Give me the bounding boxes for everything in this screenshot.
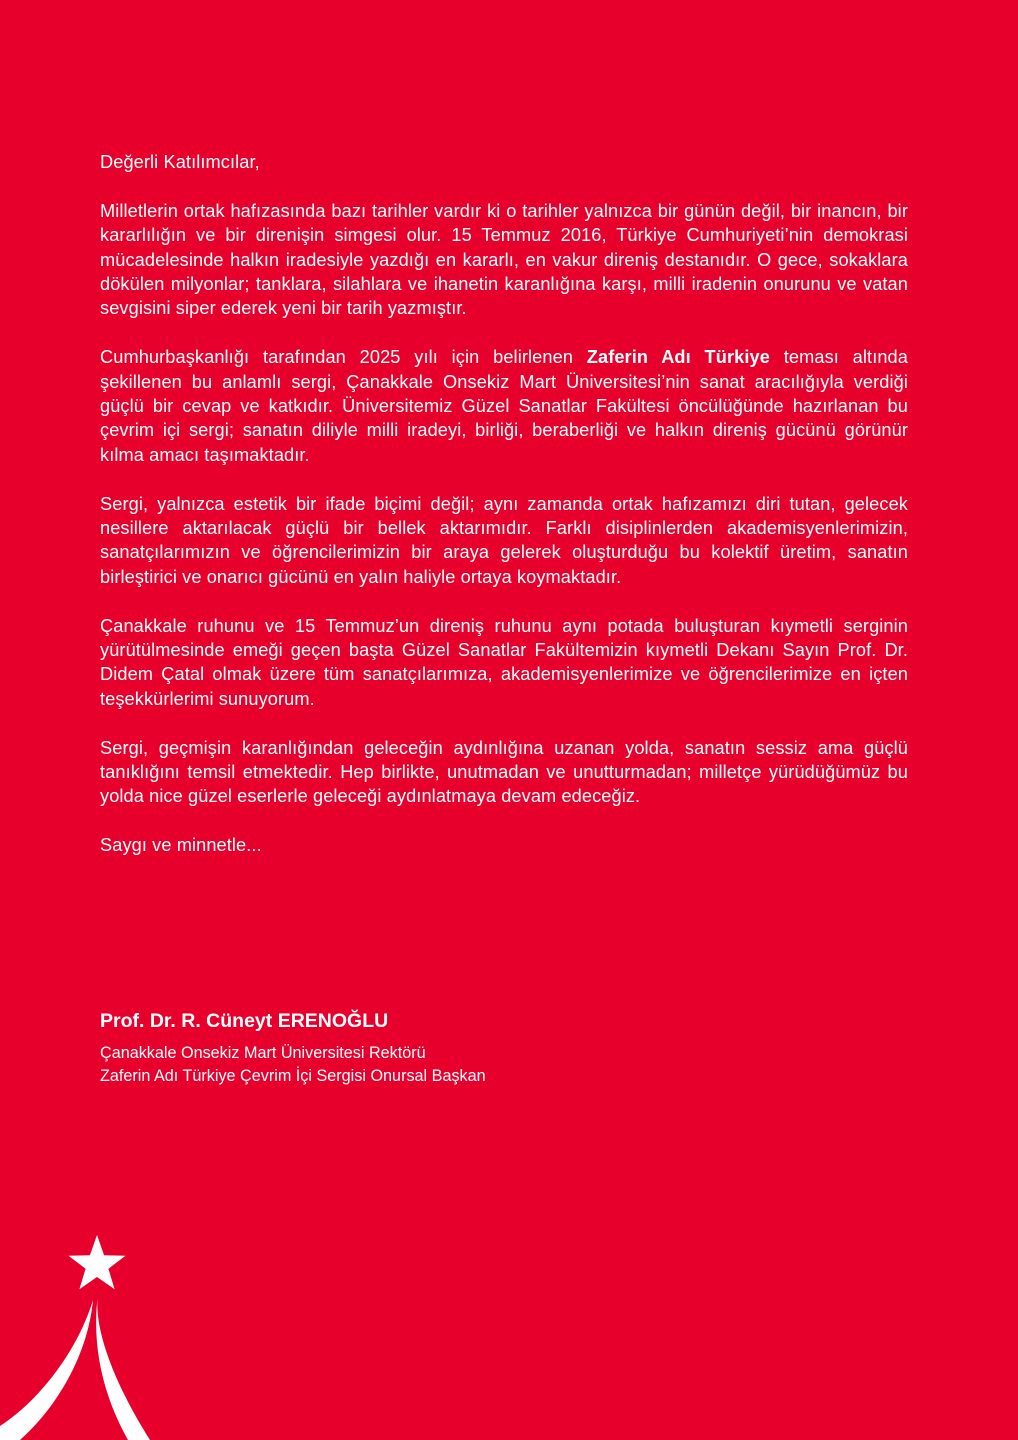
paragraph-2-intro: Cumhurbaşkanlığı tarafından 2025 yılı için belirlenen [100,347,587,368]
crescent-left-shape [0,1300,93,1440]
letter-body [100,150,908,858]
paragraph-1: Milletlerin ortak hafızasında bazı tarihler vardır ki o tarihler yalnızca bir günün değil, bir inancın, bir kararlılığın ve bir direnişin simgesi olur. 15 Temmuz 2016, Türkiye Cumhuriyeti’nin demokrasi mücadelesinde halkın iradesiyle yazdığı en kararlı, en vakur direniş destanıdır. O gece, sokaklara dökülen milyonlar; tanklara, silahlara ve ihanetin karanlığına karşı, milli iradenin onurunu ve vatan sevgisini siper ederek yeni bir tarih yazmıştır. [100,200,908,319]
paragraph-4: Çanakkale ruhunu ve 15 Temmuz’un direniş ruhunu aynı potada buluşturan kıymetli serginin yürütülmesinde emeği geçen başta Güzel Sanatlar Fakültemizin kıymetli Dekanı Sayın Prof. Dr. Didem Çatal olmak üzere tüm sanatçılarımıza, akademisyenlerimize ve öğrencilerimize en içten teşekkürlerimi sunuyorum. [100,615,908,709]
greeting: Değerli Katılımcılar, [100,152,260,172]
signature-block [100,1008,800,1088]
signatory-title: Çanakkale Onsekiz Mart Üniversitesi Rektörü [100,1044,426,1062]
signatory-role: Zaferin Adı Türkiye Çevrim İçi Sergisi Onursal Başkan [100,1067,486,1085]
paragraph-2 [100,345,908,467]
paragraph-3: Sergi, yalnızca estetik bir ifade biçimi değil; aynı zamanda ortak hafızamızı diri tutan, gelecek nesillere aktarılacak güçlü bir bellek aktarımıdır. Farklı disiplinlerden akademisyenlerimizin, sanatçılarımızın ve öğrencilerimizin bir araya gelerek oluşturduğu bu kolektif üretim, sanatın birleştirici ve onarıcı gücünü en yalın haliyle ortaya koymaktadır. [100,493,908,587]
paragraph-5: Sergi, geçmişin karanlığından geleceğin aydınlığına uzanan yolda, sanatın sessiz ama güçlü tanıklığını temsil etmektedir. Hep birlikte, unutmadan ve unutturmadan; milletçe yürüdüğümüz bu yolda nice güzel eserlerle geleceği aydınlatmaya devam edeceğiz. [100,737,908,807]
paragraph-2-rest: teması altında şekillenen bu anlamlı sergi, Çanakkale Onsekiz Mart Üniversitesi’nin sanat aracılığıyla verdiği güçlü bir cevap ve katkıdır. Üniversitemiz Güzel Sanatlar Fakültesi öncülüğünde hazırlanan bu çevrim içi sergi; sanatın diliyle milli iradeyi, birliği, beraberliği ve halkın direniş gücünü görünür kılma amacı taşımaktadır. [100,347,908,465]
star-icon [69,1235,126,1289]
signatory-name: Prof. Dr. R. Cüneyt ERENOĞLU [100,1010,389,1032]
crescent-right-shape [96,1294,150,1440]
star-crescent-emblem-icon [0,1230,200,1440]
closing-line: Saygı ve minnetle... [100,835,262,856]
theme-name: Zaferin Adı Türkiye [586,347,770,368]
